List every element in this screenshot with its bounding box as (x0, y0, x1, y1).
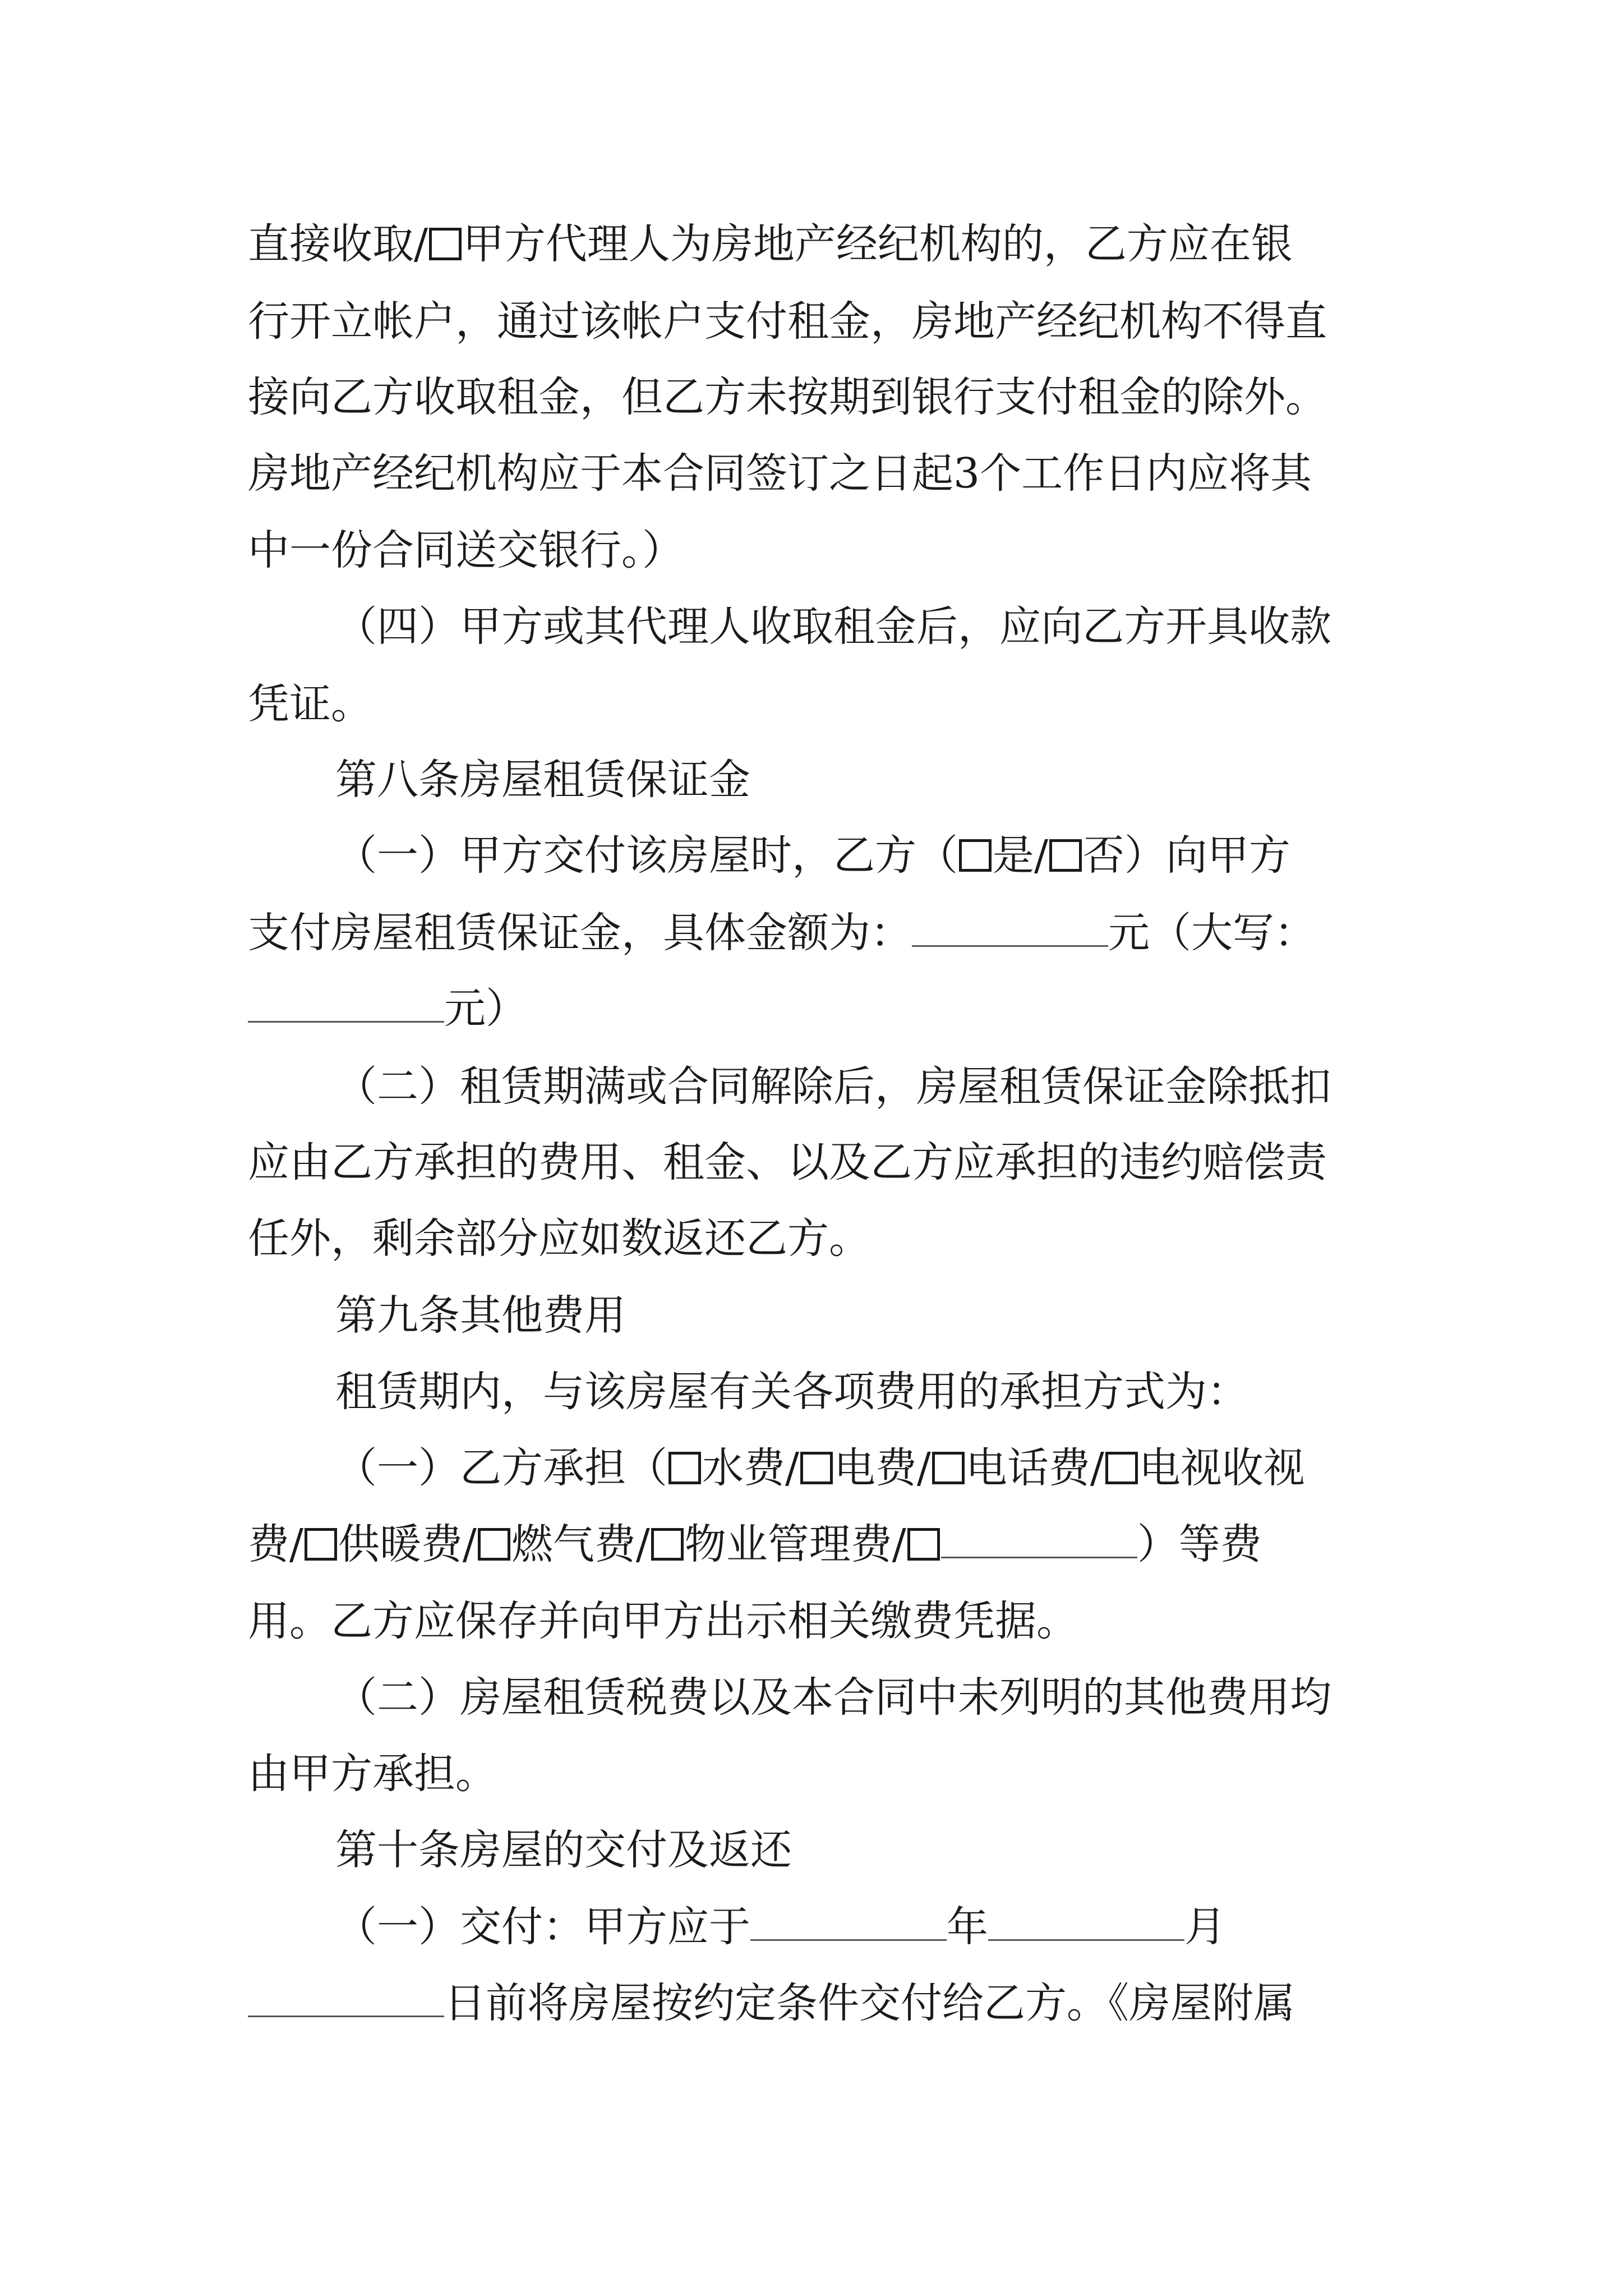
text-line (335, 1437, 1305, 1499)
text-segment: 否）向甲方 (1082, 831, 1290, 880)
text-line: （四）甲方或其代理人收取租金后，应向乙方开具收款 (335, 602, 1331, 651)
text-line (335, 825, 1290, 886)
checkbox (932, 1452, 965, 1484)
blank-field (988, 1906, 1184, 1941)
checkbox (907, 1528, 940, 1561)
text-line: 由甲方承担。 (248, 1750, 497, 1798)
text-segment: 甲方代理人为房地产经纪机构的，乙方应在银 (462, 220, 1293, 268)
text-segment: （一）甲方交付该房屋时，乙方（ (335, 831, 958, 880)
text-segment: （一）乙方承担（ (335, 1444, 667, 1492)
text-line: 任外，剩余部分应如数返还乙方。 (248, 1214, 870, 1263)
checkbox (429, 228, 462, 260)
text-segment: 月 (1184, 1903, 1226, 1951)
text-segment: 是/ (993, 831, 1048, 880)
text-segment: 电费/ (833, 1444, 931, 1492)
text-line: 中一份合同送交银行。） (248, 526, 684, 574)
text-line: 凭证。 (248, 680, 372, 728)
text-line (335, 1896, 1226, 1958)
text-segment: 物业管理费/ (684, 1520, 906, 1568)
text-line: 房地产经纪机构应于本合同签订之日起3个工作日内应将其 (248, 449, 1312, 498)
text-line: 租赁期内，与该房屋有关各项费用的承担方式为： (335, 1368, 1248, 1416)
checkbox (305, 1528, 337, 1561)
text-line: （二）租赁期满或合同解除后，房屋租赁保证金除抵扣 (335, 1062, 1331, 1111)
checkbox (1105, 1452, 1138, 1484)
section-heading: 第八条房屋租赁保证金 (335, 756, 750, 804)
text-segment: 燃气费/ (511, 1520, 650, 1568)
text-segment: 支付房屋租赁保证金，具体金额为： (248, 909, 912, 957)
text-line: 行开立帐户，通过该帐户支付租金，房地产经纪机构不得直 (248, 297, 1327, 346)
text-line: （二）房屋租赁税费以及本合同中未列明的其他费用均 (335, 1673, 1331, 1722)
text-segment: 年 (947, 1903, 988, 1951)
text-segment: （一）交付：甲方应于 (335, 1903, 750, 1951)
section-heading: 第十条房屋的交付及返还 (335, 1826, 792, 1874)
blank-field (912, 912, 1108, 947)
text-segment: 供暖费/ (338, 1520, 477, 1568)
text-segment: 费/ (248, 1520, 303, 1568)
text-line (248, 978, 527, 1039)
text-segment: 电话费/ (965, 1444, 1104, 1492)
text-segment: 元） (444, 984, 527, 1033)
text-segment: ）等费 (1137, 1520, 1262, 1568)
blank-field (941, 1523, 1137, 1558)
checkbox (959, 839, 992, 872)
text-line (248, 213, 1293, 275)
text-line (248, 902, 1316, 964)
text-segment: 日前将房屋按约定条件交付给乙方。《房屋附属 (444, 1979, 1295, 2027)
text-line: 接向乙方收取租金，但乙方未按期到银行支付租金的除外。 (248, 373, 1327, 421)
text-segment: 元（大写： (1108, 909, 1316, 957)
text-segment: 电视收视 (1138, 1444, 1305, 1492)
section-heading: 第九条其他费用 (335, 1291, 626, 1340)
text-segment: 直接收取/ (248, 220, 428, 268)
blank-field (248, 987, 444, 1023)
blank-field (750, 1906, 947, 1941)
checkbox (651, 1528, 684, 1561)
text-line (248, 1513, 1262, 1575)
text-segment: 水费/ (702, 1444, 799, 1492)
checkbox (478, 1528, 510, 1561)
blank-field (248, 1982, 444, 2017)
checkbox (800, 1452, 833, 1484)
checkbox (1049, 839, 1082, 872)
text-line: 应由乙方承担的费用、租金、以及乙方应承担的违约赔偿责 (248, 1138, 1327, 1186)
text-line: 用。乙方应保存并向甲方出示相关缴费凭据。 (248, 1597, 1078, 1645)
text-line (248, 1972, 1295, 2034)
checkbox (668, 1452, 701, 1484)
